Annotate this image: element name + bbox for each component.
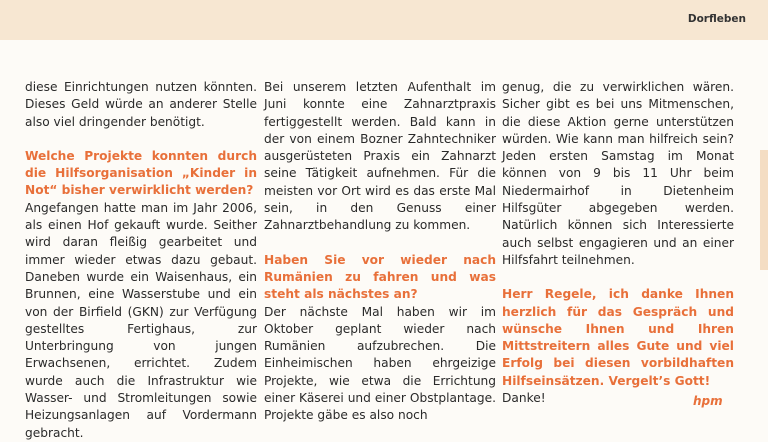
body-paragraph: genug, die zu verwirklichen wären. Sicher gibt es bei uns Mitmenschen, die diese Aktion gerne unterstützen würden. Wie kann man hilfreich sein? Jeden ersten Samstag im Monat können von 9 bis 11 Uhr beim Niedermairhof in Dietenheim Hilfsgüter abgegeben werden. Natürlich können sich Interessierte auch selbst engagieren und an einer Hilfsfahrt teilnehmen. — [502, 80, 734, 267]
interview-question: Haben Sie vor wieder nach Rumänien zu fahren und was steht als nächstes an? — [264, 252, 496, 302]
header-band — [0, 0, 768, 40]
closing-statement: Herr Regele, ich danke Ihnen herzlich für das Gespräch und wünsche Ihnen und Ihren Mittstreitern alles Gute und viel Erfolg bei diesen vorbildhaften Hilfseinsätzen. Vergelt’s Gott! — [502, 287, 734, 388]
article-column-3 — [502, 79, 734, 407]
section-title: Dorfleben — [687, 13, 746, 25]
closing-answer: Danke! — [502, 391, 546, 406]
article-column-1 — [25, 79, 257, 442]
page-edge-strip — [760, 150, 768, 270]
body-paragraph: Bei unserem letzten Aufenthalt im Juni konnte eine Zahnarztpraxis fertiggestellt werden. Bald kann in der von einem Bozner Zahntechniker ausgerüsteten Praxis ein Zahnarzt seine Tätigkeit aufnehmen. Für die meisten vor Ort wird es das erste Mal sein, in den Genuss einer Zahnarztbehandlung zu kommen. — [264, 80, 496, 233]
body-paragraph: diese Einrichtungen nutzen könnten. Dieses Geld würde an anderer Stelle also viel dringender benötigt. — [25, 80, 257, 129]
article-column-2 — [264, 79, 496, 425]
interview-question: Welche Projekte konnten durch die Hilfsorganisation „Kinder in Not“ bisher verwirklicht werden? — [25, 148, 257, 198]
body-paragraph: Der nächste Mal haben wir im Oktober geplant wieder nach Rumänien aufzubrechen. Die Einheimischen haben ehrgeizige Projekte, wie etwa die Errichtung einer Käserei und einer Obstplantage. Projekte gäbe es also noch — [264, 304, 496, 423]
author-signature: hpm — [693, 394, 723, 408]
body-paragraph: Angefangen hatte man im Jahr 2006, als einen Hof gekauft wurde. Seither wird daran fleißig gearbeitet und immer wieder etwas dazu gebaut. Daneben wurde ein Waisenhaus, ein Brunnen, eine Wasserstube und ein von der Birfield (GKN) zur Verfügung gestelltes Fertighaus, zur Unterbringung von jungen Erwachsenen, errichtet. Zudem wurde auch die Infrastruktur wie Wasser- und Stromleitungen sowie Heizungsanlagen auf Vordermann gebracht. — [25, 200, 257, 440]
